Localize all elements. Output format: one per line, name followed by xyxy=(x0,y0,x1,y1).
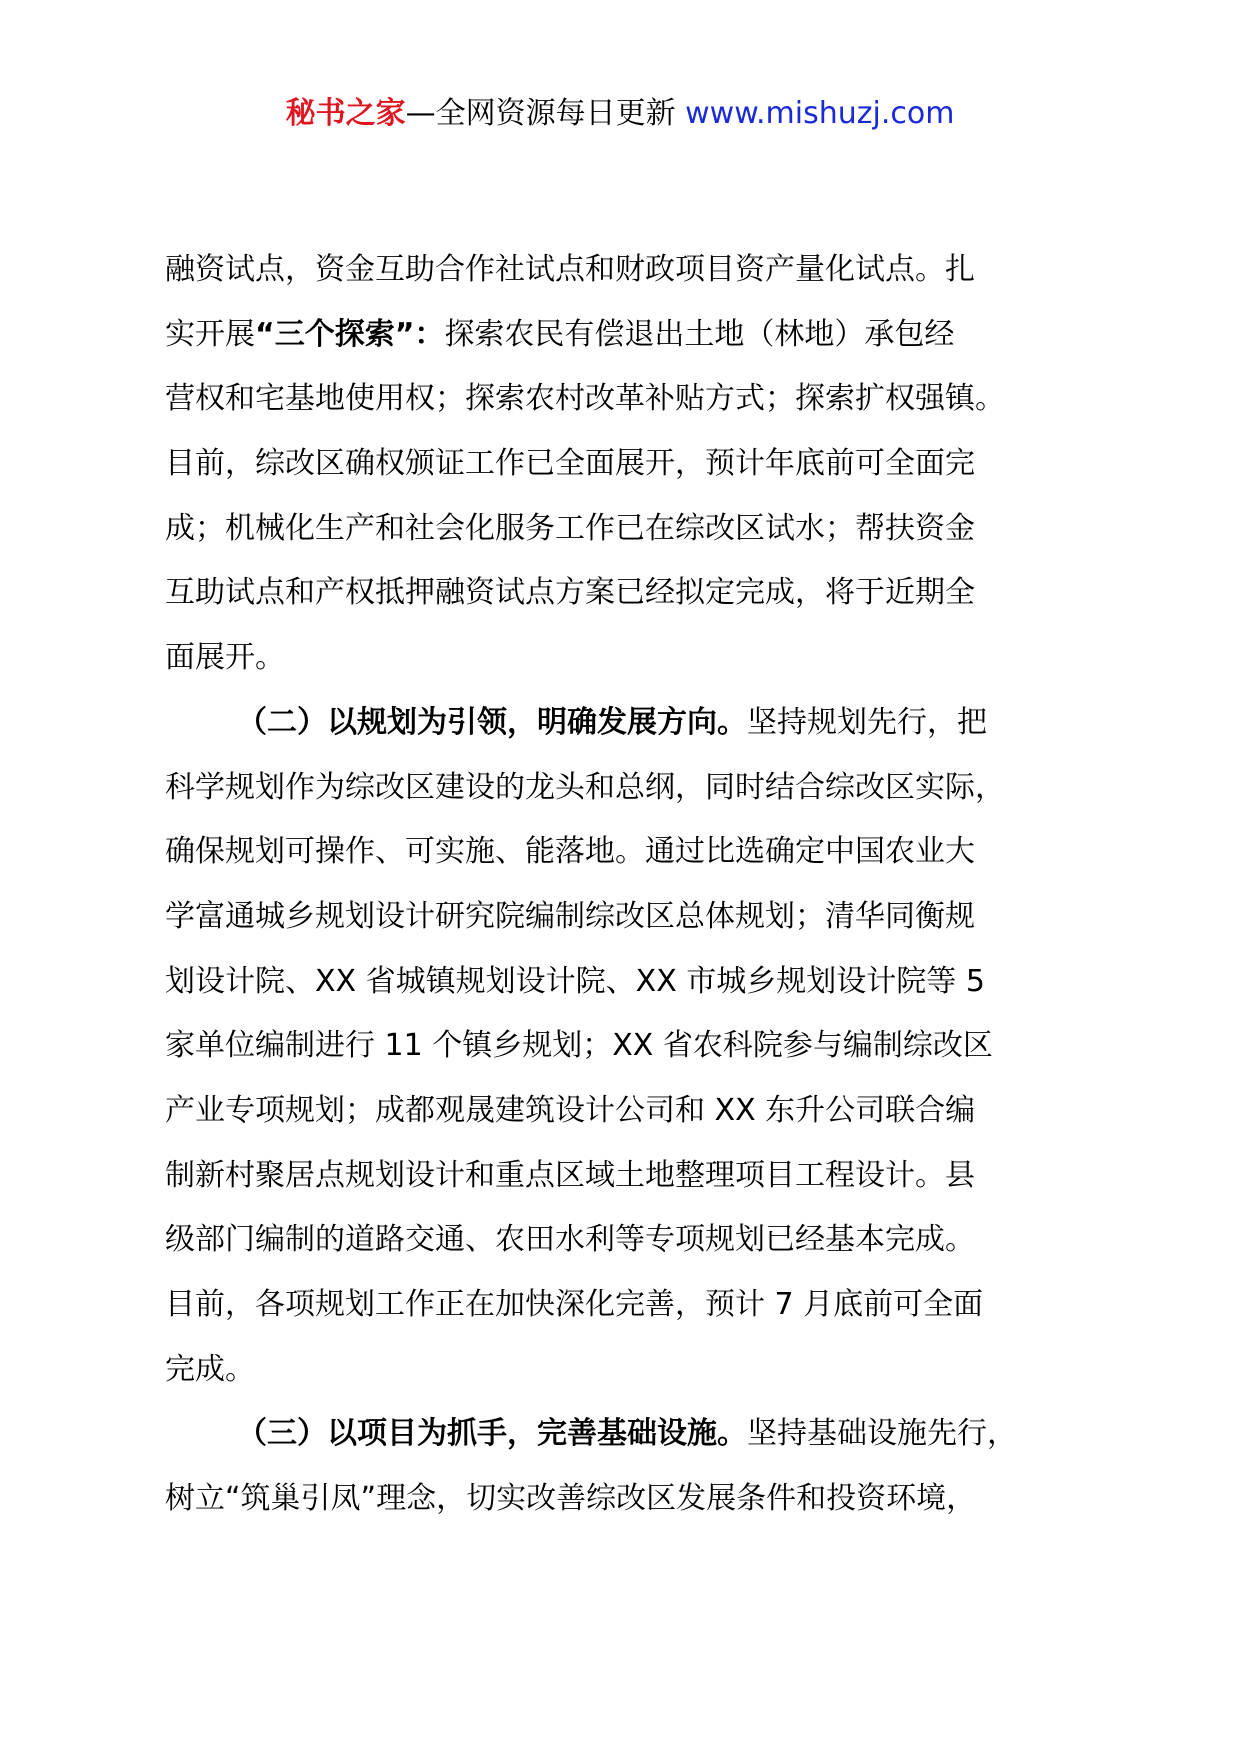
text-run: 坚持基础设施先行， xyxy=(747,1416,1017,1452)
text-line xyxy=(165,1402,1115,1467)
text-line: 目前，各项规划工作正在加快深化完善，预计 7 月底前可全面 xyxy=(165,1287,984,1322)
section-heading-planning: （二）以规划为引领，明确发展方向。 xyxy=(237,704,747,740)
site-brand: 秘书之家 xyxy=(285,96,406,131)
paragraph-1 xyxy=(165,238,1115,691)
text-line: 确保规划可操作、可实施、能落地。通过比选确定中国农业大 xyxy=(165,834,975,870)
text-line: 制新村聚居点规划设计和重点区域土地整理项目工程设计。县 xyxy=(165,1157,975,1193)
text-run: 坚持规划先行，把 xyxy=(747,704,987,740)
text-line: 融资试点，资金互助合作社试点和财政项目资产量化试点。扎 xyxy=(165,252,975,287)
site-header xyxy=(0,94,1240,134)
text-line xyxy=(165,303,1115,368)
text-line: 家单位编制进行 11 个镇乡规划；XX 省农科院参与编制综改区 xyxy=(165,1028,993,1064)
text-run: 实开展 xyxy=(165,316,255,352)
text-line: 成；机械化生产和社会化服务工作已在综改区试水；帮扶资金 xyxy=(165,510,975,546)
paragraph-2 xyxy=(165,691,1115,1403)
text-line: 产业专项规划；成都观晟建筑设计公司和 XX 东升公司联合编 xyxy=(165,1092,976,1128)
text-line xyxy=(165,691,1115,756)
text-line: 完成。 xyxy=(165,1351,255,1387)
paragraph-3 xyxy=(165,1402,1115,1531)
text-line: 树立“筑巢引凤”理念，切实改善综改区发展条件和投资环境， xyxy=(165,1481,977,1517)
text-line: 互助试点和产权抵押融资试点方案已经拟定完成，将于近期全 xyxy=(165,575,975,611)
text-line: 级部门编制的道路交通、农田水利等专项规划已经基本完成。 xyxy=(165,1222,975,1258)
site-tagline: —全网资源每日更新 xyxy=(405,96,686,131)
document-body xyxy=(165,238,1115,1532)
site-url-link[interactable]: www.mishuzj.com xyxy=(685,96,955,131)
section-heading-projects: （三）以项目为抓手，完善基础设施。 xyxy=(237,1416,747,1452)
emphasis-three-explorations: “三个探索”： xyxy=(255,316,445,352)
text-line: 营权和宅基地使用权；探索农村改革补贴方式；探索扩权强镇。 xyxy=(165,381,1005,417)
text-line: 目前，综改区确权颁证工作已全面展开，预计年底前可全面完 xyxy=(165,446,975,482)
text-line: 面展开。 xyxy=(165,640,285,676)
text-line: 学富通城乡规划设计研究院编制综改区总体规划；清华同衡规 xyxy=(165,898,975,934)
text-line: 划设计院、XX 省城镇规划设计院、XX 市城乡规划设计院等 5 xyxy=(165,963,985,999)
text-line: 科学规划作为综改区建设的龙头和总纲，同时结合综改区实际， xyxy=(165,769,1005,805)
text-run: 探索农民有偿退出土地（林地）承包经 xyxy=(444,316,955,352)
